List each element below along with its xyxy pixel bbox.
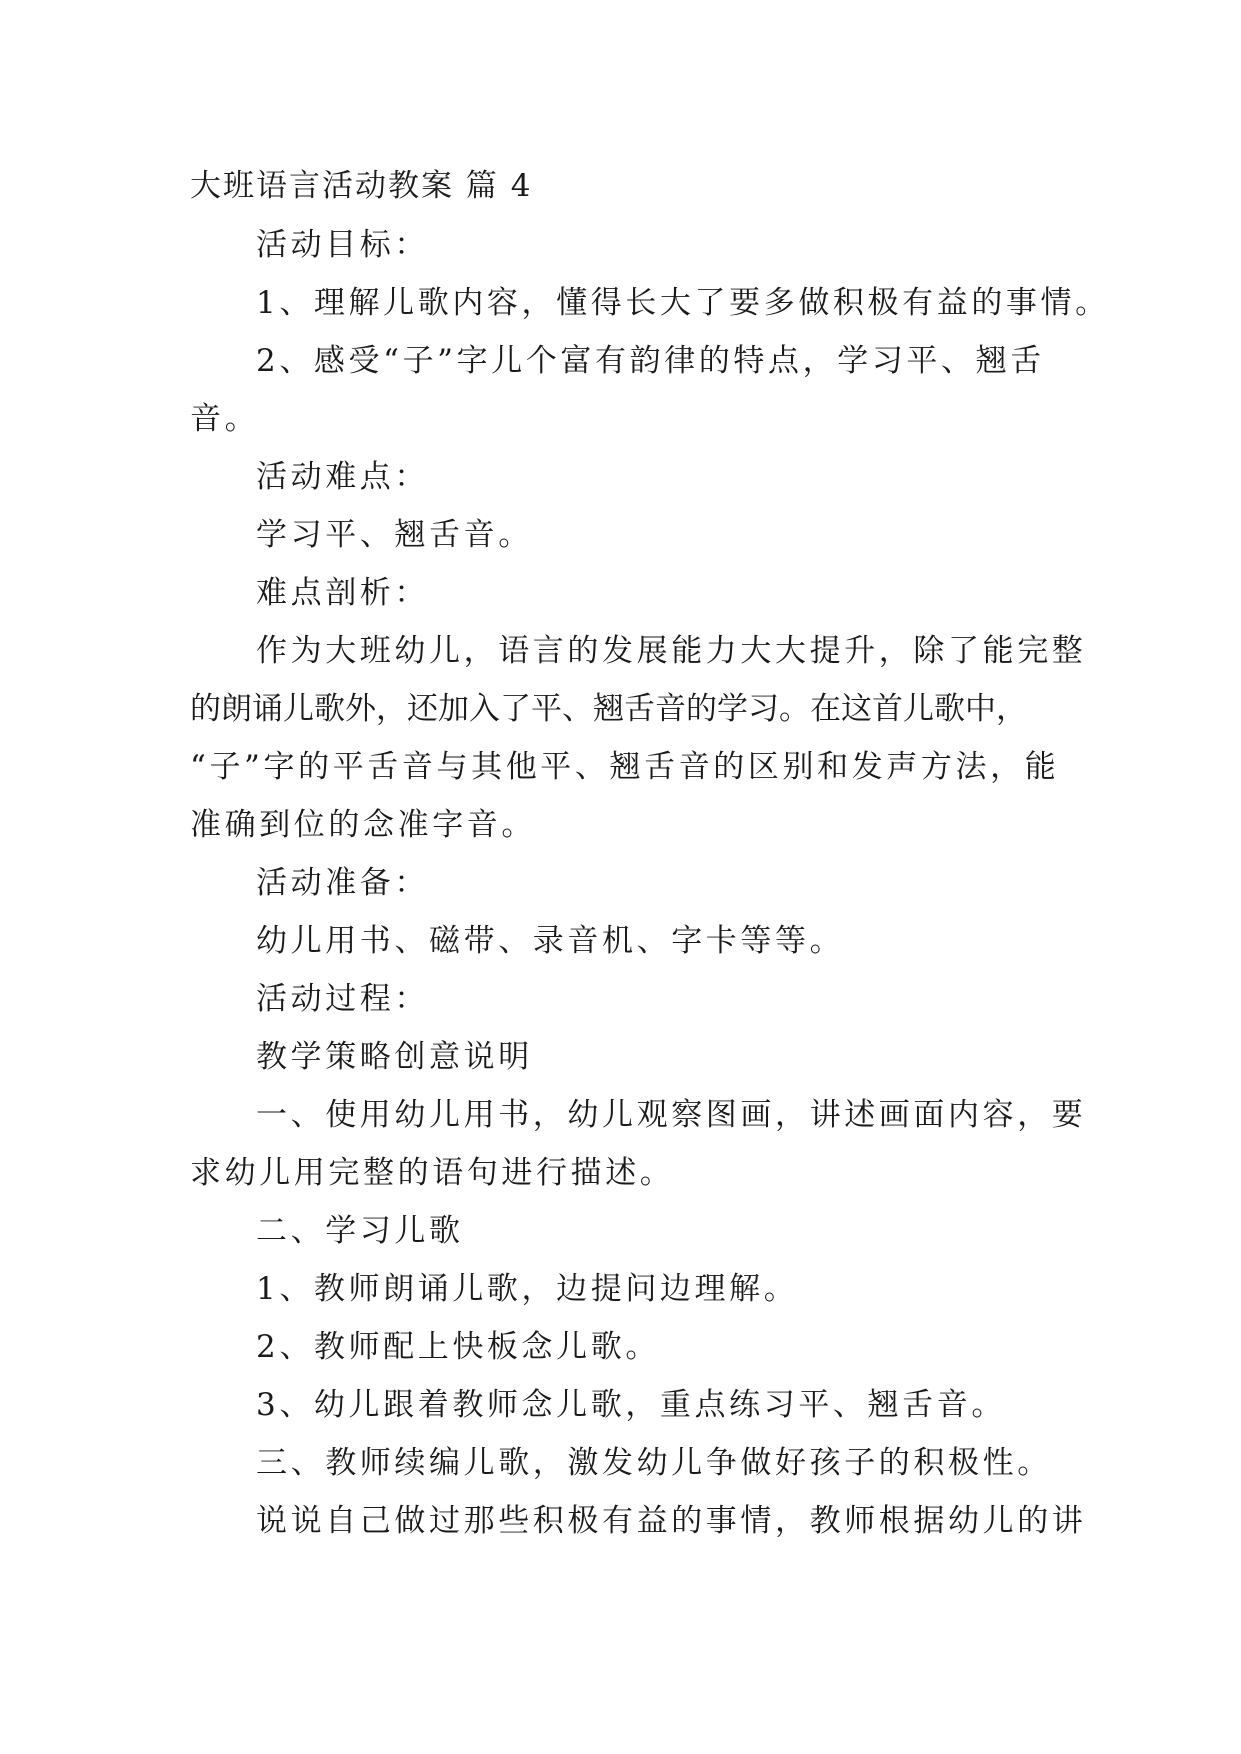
paragraph-line: 二、学习儿歌	[256, 1213, 464, 1249]
paragraph-line: 说说自己做过那些积极有益的事情，教师根据幼儿的讲	[256, 1503, 1087, 1539]
paragraph-line: 三、教师续编儿歌，激发幼儿争做好孩子的积极性。	[256, 1445, 1052, 1481]
paragraph-line: “子”字的平舌音与其他平、翘舌音的区别和发声方法，能	[190, 749, 1060, 785]
paragraph-line: 2、感受“子”字儿个富有韵律的特点，学习平、翘舌	[256, 343, 1045, 379]
paragraph-line: 音。	[190, 401, 260, 437]
paragraph-line: 求幼儿用完整的语句进行描述。	[190, 1155, 675, 1191]
heading-activity-preparation: 活动准备：	[256, 865, 429, 901]
paragraph-line: 教学策略创意说明	[256, 1039, 533, 1075]
paragraph-line: 3、幼儿跟着教师念儿歌，重点练习平、翘舌音。	[256, 1387, 1006, 1423]
paragraph-line: 准确到位的念准字音。	[190, 807, 536, 843]
paragraph-line: 一、使用幼儿用书，幼儿观察图画，讲述画面内容，要	[256, 1097, 1087, 1133]
paragraph-line: 幼儿用书、磁带、录音机、字卡等等。	[256, 923, 845, 959]
paragraph-line: 的朗诵儿歌外，还加入了平、翘舌音的学习。在这首儿歌中，	[190, 691, 1027, 727]
heading-activity-process: 活动过程：	[256, 981, 429, 1017]
paragraph-line: 1、理解儿歌内容，懂得长大了要多做积极有益的事情。	[256, 285, 1110, 321]
document-title: 大班语言活动教案 篇 4	[190, 168, 533, 204]
heading-activity-difficulty: 活动难点：	[256, 459, 429, 495]
paragraph-line: 2、教师配上快板念儿歌。	[256, 1329, 660, 1365]
paragraph-line: 学习平、翘舌音。	[256, 517, 533, 553]
heading-difficulty-analysis: 难点剖析：	[256, 575, 429, 611]
heading-activity-goals: 活动目标：	[256, 227, 429, 263]
paragraph-line: 1、教师朗诵儿歌，边提问边理解。	[256, 1271, 799, 1307]
paragraph-line: 作为大班幼儿，语言的发展能力大大提升，除了能完整	[256, 633, 1087, 669]
